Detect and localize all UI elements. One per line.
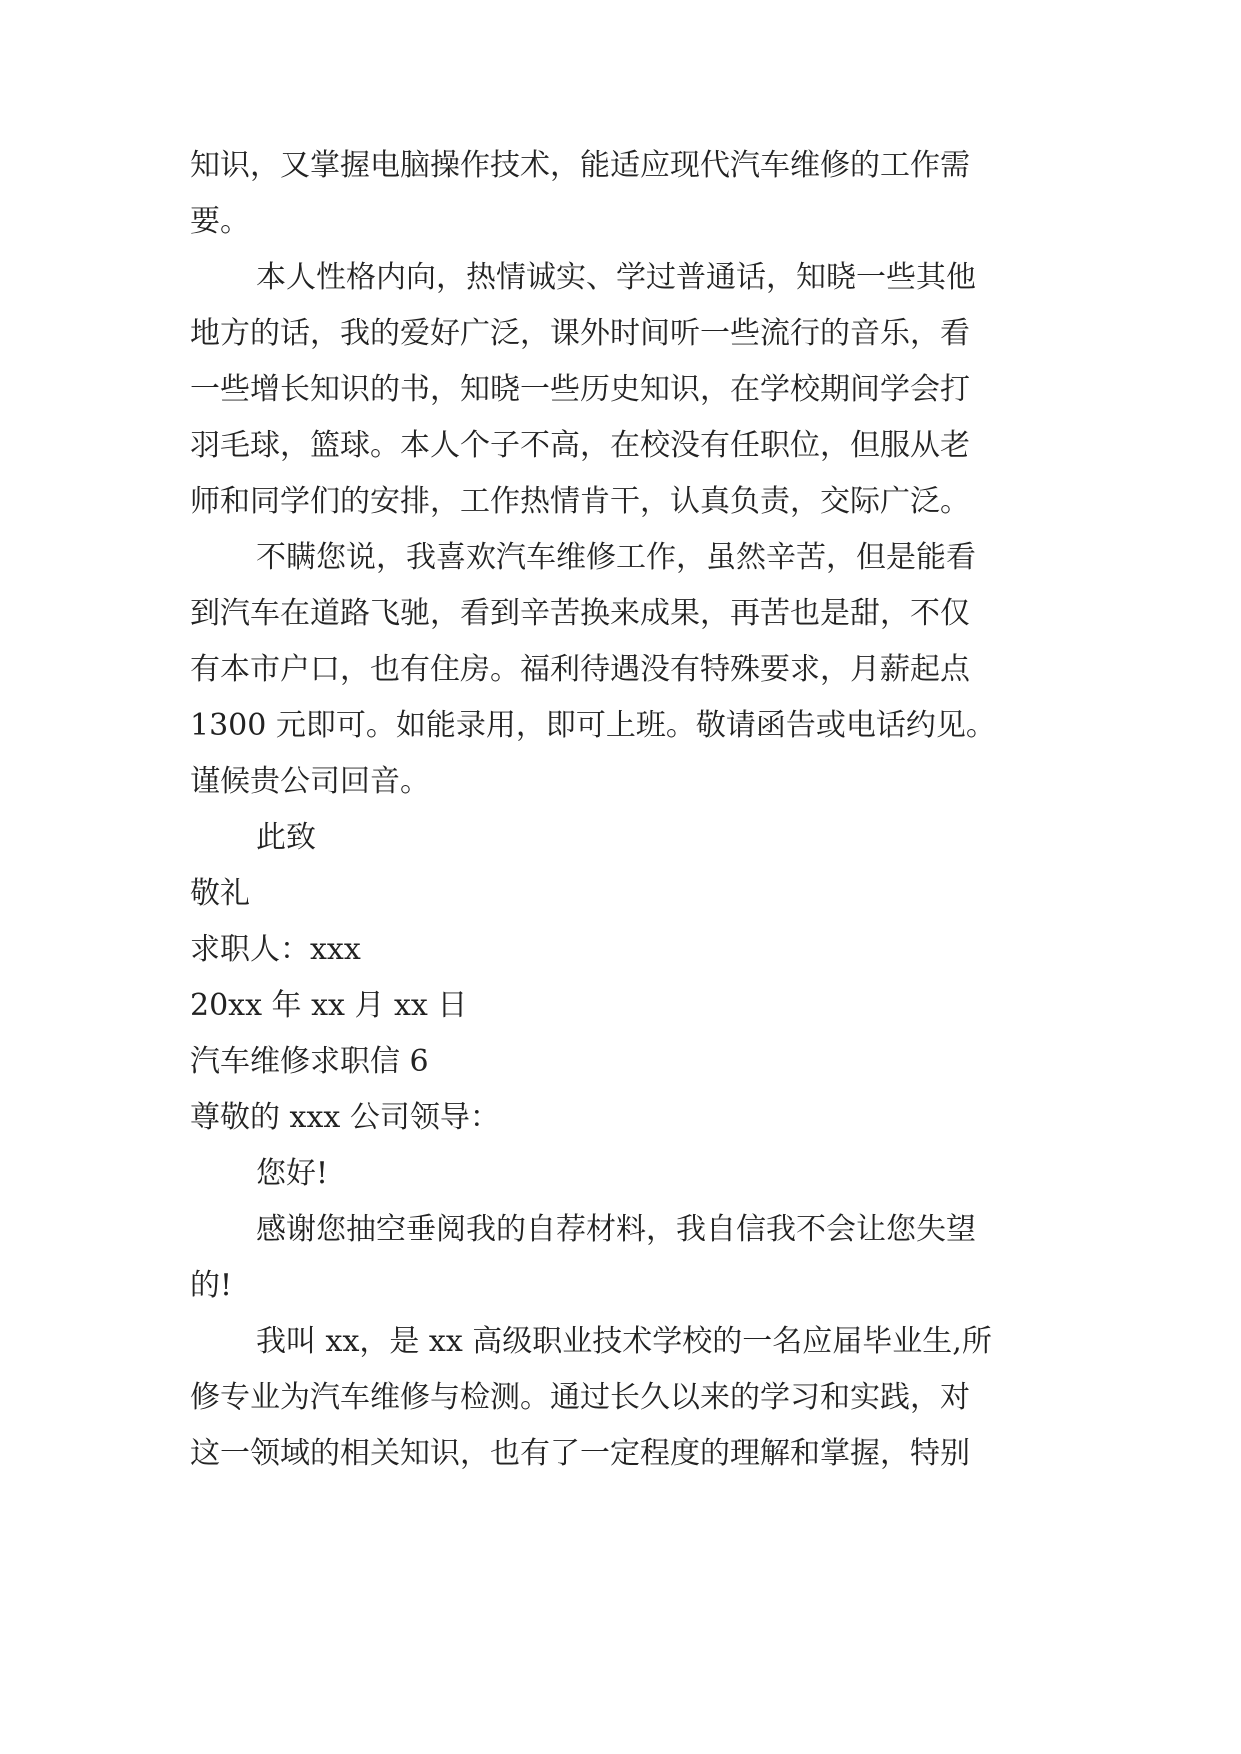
body-line: 地方的话，我的爱好广泛，课外时间听一些流行的音乐，看 [190, 316, 970, 351]
signature-line: 求职人：xxx [190, 932, 361, 967]
body-line: 师和同学们的安排，工作热情肯干，认真负责，交际广泛。 [190, 484, 970, 519]
body-line: 修专业为汽车维修与检测。通过长久以来的学习和实践，对 [190, 1380, 970, 1415]
body-line: 感谢您抽空垂阅我的自荐材料，我自信我不会让您失望 [256, 1212, 976, 1247]
body-line: 不瞒您说，我喜欢汽车维修工作，虽然辛苦，但是能看 [256, 540, 976, 575]
salutation-line: 敬礼 [190, 876, 250, 911]
body-line: 知识，又掌握电脑操作技术，能适应现代汽车维修的工作需 [190, 148, 970, 183]
greeting-line: 尊敬的 xxx 公司领导： [190, 1100, 500, 1135]
body-line: 谨候贵公司回音。 [190, 764, 430, 799]
body-line: 有本市户口，也有住房。福利待遇没有特殊要求，月薪起点 [190, 652, 970, 687]
body-line: 的! [190, 1268, 233, 1303]
closing-line: 此致 [256, 820, 316, 855]
body-line: 这一领域的相关知识，也有了一定程度的理解和掌握，特别 [190, 1436, 970, 1471]
body-line: 到汽车在道路飞驰，看到辛苦换来成果，再苦也是甜，不仅 [190, 596, 970, 631]
body-line: 1300 元即可。如能录用，即可上班。敬请函告或电话约见。 [190, 708, 996, 743]
date-line: 20xx 年 xx 月 xx 日 [190, 988, 468, 1023]
body-line: 本人性格内向，热情诚实、学过普通话，知晓一些其他 [256, 260, 976, 295]
body-line: 我叫 xx，是 xx 高级职业技术学校的一名应届毕业生,所 [256, 1324, 992, 1359]
body-line: 一些增长知识的书，知晓一些历史知识，在学校期间学会打 [190, 372, 970, 407]
section-heading: 汽车维修求职信 6 [190, 1044, 429, 1079]
body-line: 羽毛球，篮球。本人个子不高，在校没有任职位，但服从老 [190, 428, 970, 463]
greeting-line: 您好! [256, 1156, 329, 1191]
body-line: 要。 [190, 204, 250, 239]
